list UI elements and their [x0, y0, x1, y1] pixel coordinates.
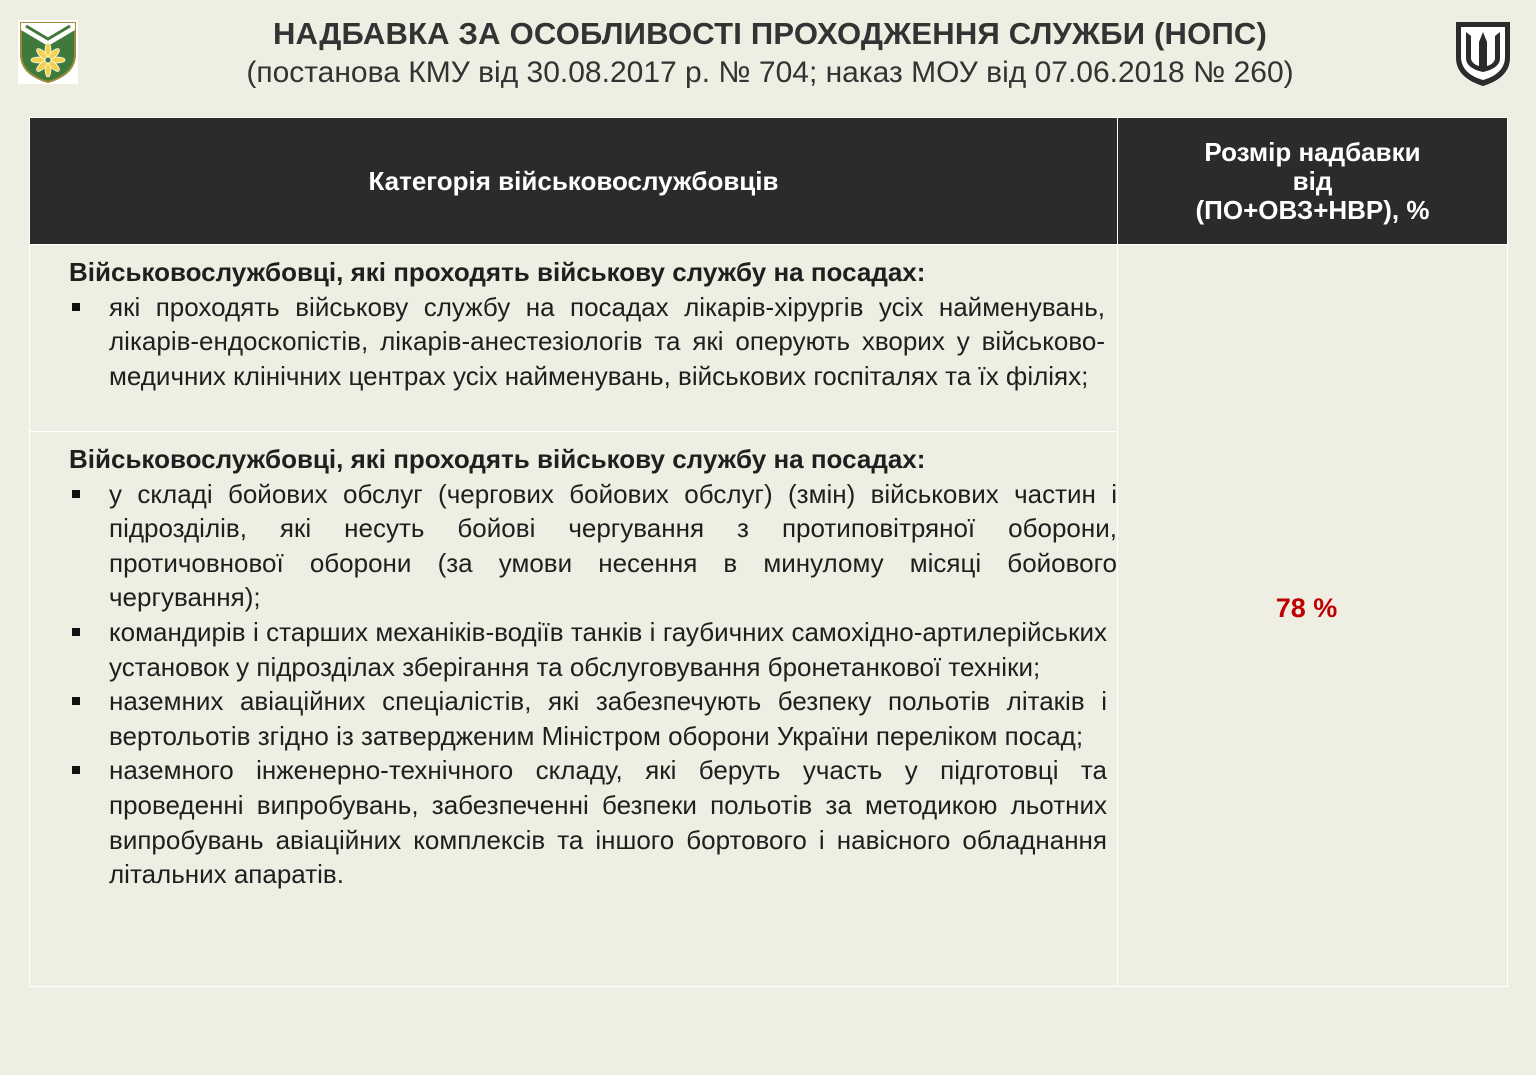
table-header-row — [30, 118, 1508, 245]
category-block — [30, 432, 1117, 892]
category-cell — [30, 245, 1118, 432]
list-item: які проходять військову службу на посадах лікарів-хірургів усіх найменувань, лікарів-ендоскопістів, лікарів-анестезіологів та які оперують хворих у військово-медичних клінічних центрах усіх найменувань, військових госпіталях та їх філіях; — [69, 290, 1105, 394]
category-list — [69, 477, 1117, 892]
trident-shield-icon — [1452, 20, 1514, 88]
category-lead: Військовослужбовці, які проходять військову службу на посадах: — [69, 257, 926, 287]
category-lead: Військовослужбовці, які проходять військову службу на посадах: — [69, 444, 926, 474]
category-block — [30, 245, 1117, 393]
rate-cell — [1118, 245, 1508, 987]
column-header-category: Категорія військовослужбовців — [30, 118, 1118, 245]
list-item: командирів і старших механіків-водіїв танків і гаубичних самохідно-артилерійських установок у підрозділах зберігання та обслуговування бронетанкової техніки; — [69, 615, 1107, 684]
column-header-rate-line: від — [1292, 165, 1333, 196]
table-row — [30, 245, 1508, 432]
category-cell — [30, 432, 1118, 987]
column-header-rate-line: Розмір надбавки — [1204, 136, 1421, 167]
category-list — [69, 290, 1117, 394]
slide-header — [0, 0, 1536, 112]
military-emblem-shield-icon — [18, 20, 78, 84]
list-item: наземного інженерно-технічного складу, які беруть участь у підготовці та проведенні випробувань, забезпеченні безпеки польотів за методикою льотних випробувань авіаційних комплексів та іншого бортового і навісного обладнання літальних апаратів. — [69, 753, 1107, 891]
page-title: НАДБАВКА ЗА ОСОБЛИВОСТІ ПРОХОДЖЕННЯ СЛУЖБИ (НОПС) — [272, 16, 1268, 51]
list-item: наземних авіаційних спеціалістів, які забезпечують безпеку польотів літаків і вертольотів згідно із затвердженим Міністром оборони України переліком посад; — [69, 684, 1107, 753]
allowance-table — [29, 117, 1508, 987]
list-item: у складі бойових обслуг (чергових бойових обслуг) (змін) військових частин і підрозділів, які несуть бойові чергування з протиповітряної оборони, протичовнової оборони (за умови несення в минулому місяці бойового чергування); — [69, 477, 1117, 615]
column-header-rate — [1118, 118, 1508, 245]
page-subtitle: (постанова КМУ від 30.08.2017 р. № 704; наказ МОУ від 07.06.2018 № 260) — [246, 56, 1294, 89]
column-header-rate-line: (ПО+ОВЗ+НВР), % — [1195, 194, 1430, 225]
rate-value: 78 % — [1275, 593, 1338, 623]
